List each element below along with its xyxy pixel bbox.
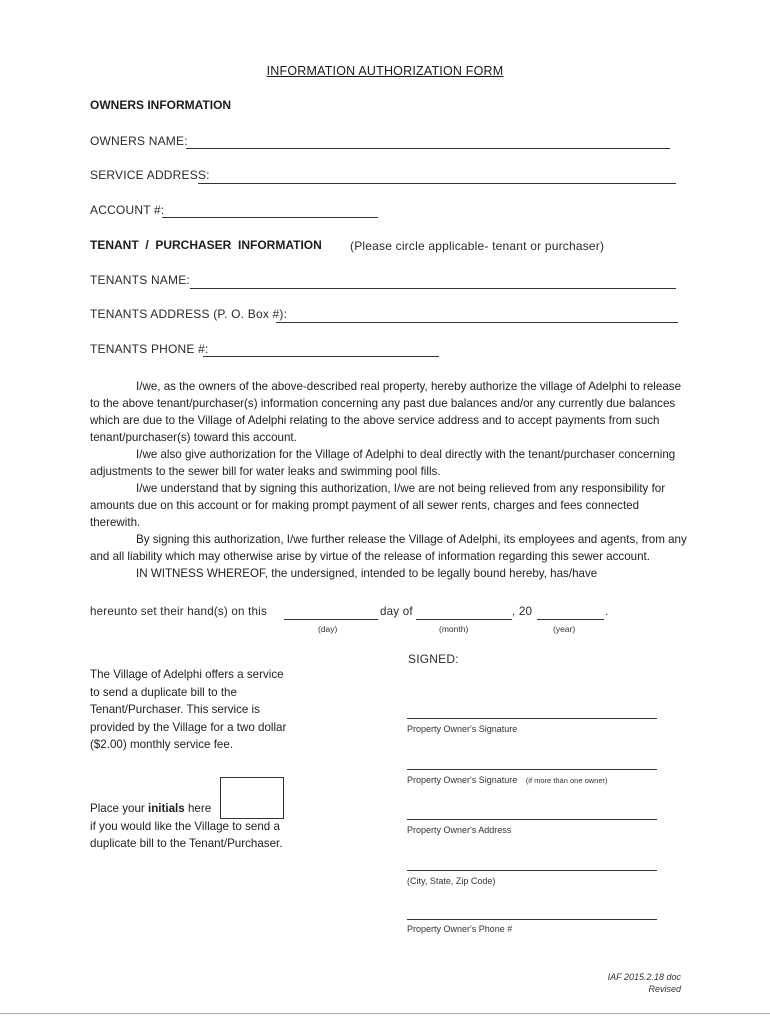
tenants-phone-line[interactable] — [203, 356, 439, 357]
owners-section-heading: OWNERS INFORMATION — [90, 98, 232, 112]
initials-instruction — [90, 800, 290, 853]
owners-name-label: OWNERS NAME: — [90, 134, 188, 148]
owner-phone-line[interactable] — [407, 919, 657, 920]
tenant-section-title: TENANT / PURCHASER INFORMATION — [90, 238, 322, 252]
initials-suffix: here — [184, 802, 212, 815]
service-address-line[interactable] — [198, 183, 676, 184]
owner-signature-caption-2-text: Property Owner's Signature — [407, 775, 518, 785]
scan-edge-line — [0, 1013, 770, 1014]
owners-name-line[interactable] — [186, 148, 670, 149]
initials-bold: initials — [148, 802, 185, 815]
initials-prefix: Place your — [90, 802, 148, 815]
owner-phone-caption: Property Owner's Phone # — [407, 924, 513, 934]
account-line[interactable] — [162, 217, 378, 218]
year-caption: (year) — [553, 624, 576, 634]
account-label: ACCOUNT #: — [90, 203, 165, 217]
authorization-text — [90, 378, 690, 582]
tenants-address-label: TENANTS ADDRESS (P. O. Box #): — [90, 307, 288, 321]
duplicate-bill-offer: The Village of Adelphi offers a service to send a duplicate bill to the Tenant/Purchaser. This service is provided by the Village for a two dollar ($2.00) monthly service fee. — [90, 668, 287, 751]
footer-document-code: IAF 2015.2.18 doc — [607, 972, 681, 982]
tenant-section-heading — [90, 238, 322, 252]
paragraph-adjustments: I/we also give authorization for the Village of Adelphi to deal directly with the tenant/purchaser concerning adjustments to the sewer bill for water leaks and swimming pool fills. — [90, 448, 676, 478]
tenants-name-label: TENANTS NAME: — [90, 273, 190, 287]
paragraph-release: I/we, as the owners of the above-described real property, hereby authorize the village of Adelphi to release to the above tenant/purchaser(s) information concerning any past due balances and/or any currently due balances which are due to the Village of Adelphi relating to the above service address and to accept payments from such tenant/purchaser(s) toward this account. — [90, 380, 682, 444]
month-line[interactable] — [416, 619, 512, 620]
tenants-address-line[interactable] — [276, 322, 678, 323]
owner-signature-caption-2-note: (if more than one owner) — [525, 776, 608, 785]
owner-signature-line-2[interactable] — [407, 769, 657, 770]
tenants-name-line[interactable] — [190, 288, 676, 289]
witness-day-of: day of — [380, 605, 413, 618]
day-line[interactable] — [284, 619, 378, 620]
year-line[interactable] — [537, 619, 604, 620]
month-caption: (month) — [439, 624, 469, 634]
initials-rest: if you would like the Village to send a duplicate bill to the Tenant/Purchaser. — [90, 819, 283, 850]
owner-signature-caption-2 — [407, 775, 608, 785]
signed-label: SIGNED: — [408, 652, 459, 666]
witness-period: . — [605, 605, 609, 618]
paragraph-responsibility: I/we understand that by signing this authorization, I/we are not being relieved from any responsibility for amounts due on this account or for making prompt payment of all sewer rents, charges and fees connected therewith. — [90, 482, 666, 529]
form-title: INFORMATION AUTHORIZATION FORM — [266, 64, 504, 78]
day-caption: (day) — [318, 624, 338, 634]
tenant-circle-note: (Please circle applicable- tenant or purchaser) — [350, 239, 605, 253]
owner-signature-caption-1: Property Owner's Signature — [407, 724, 518, 734]
owner-address-caption: Property Owner's Address — [407, 825, 512, 835]
owner-address-line[interactable] — [407, 819, 657, 820]
witness-year-prefix: , 20 — [512, 605, 533, 618]
witness-prefix: hereunto set their hand(s) on this — [90, 605, 267, 618]
owner-city-line[interactable] — [407, 870, 657, 871]
footer-revised: Revised — [648, 984, 681, 994]
paragraph-liability: By signing this authorization, I/we further release the Village of Adelphi, its employees and agents, from any and all liability which may otherwise arise by virtue of the release of information regarding this sewer account. — [90, 533, 687, 563]
paragraph-witness: IN WITNESS WHEREOF, the undersigned, intended to be legally bound hereby, has/have — [136, 567, 598, 580]
tenants-phone-label: TENANTS PHONE #: — [90, 342, 209, 356]
service-address-label: SERVICE ADDRESS: — [90, 168, 210, 182]
owner-city-caption: (City, State, Zip Code) — [407, 876, 496, 886]
owner-signature-line-1[interactable] — [407, 718, 657, 719]
